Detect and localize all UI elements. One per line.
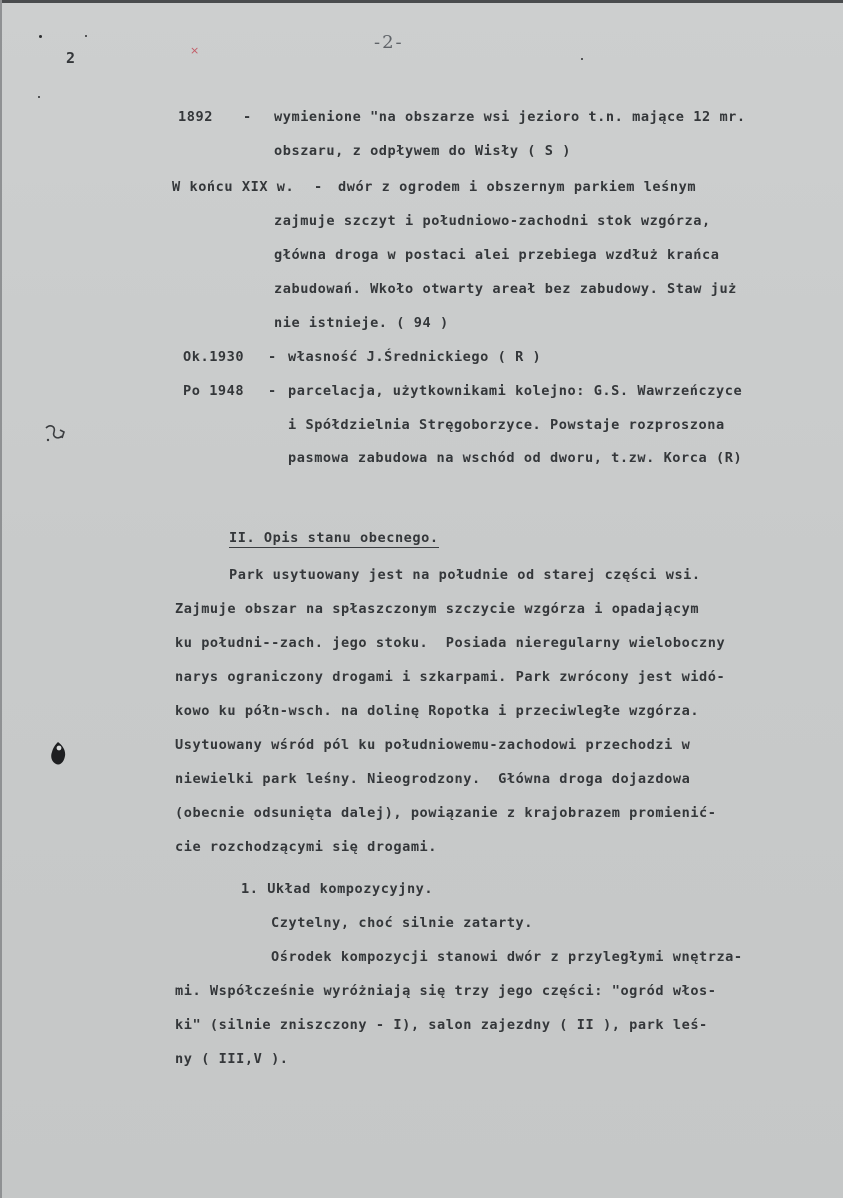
- history-dash: -: [268, 349, 277, 365]
- history-line: parcelacja, użytkownikami kolejno: G.S. Wawrzeńczyce: [288, 383, 743, 399]
- punch-hole-mark-icon: [42, 420, 68, 446]
- ink-blot-icon: [50, 742, 67, 766]
- paragraph-line: niewielki park leśny. Nieogrodzony. Główna droga dojazdowa: [175, 771, 691, 787]
- history-line: i Spółdzielnia Stręgoborzyce. Powstaje rozproszona: [288, 417, 725, 433]
- history-line: dwór z ogrodem i obszernym parkiem leśnym: [338, 179, 697, 195]
- history-date-1948: Po 1948: [183, 383, 245, 399]
- paragraph-line: cie rozchodzącymi się drogami.: [175, 839, 438, 855]
- history-date-1930: Ok.1930: [183, 349, 245, 365]
- history-dash: -: [268, 383, 277, 399]
- history-line: zabudowań. Wkoło otwarty areał bez zabudowy. Staw już: [274, 281, 737, 297]
- paragraph-line: Park usytuowany jest na południe od starej części wsi.: [229, 567, 701, 583]
- subsection-line: ki" (silnie zniszczony - I), salon zajezdny ( II ), park leś-: [175, 1017, 708, 1033]
- paragraph-line: ku południ--zach. jego stoku. Posiada nieregularny wieloboczny: [175, 635, 726, 651]
- speck-mark: [39, 35, 42, 38]
- history-line: pasmowa zabudowa na wschód od dworu, t.zw. Korca (R): [288, 450, 743, 466]
- history-dash: -: [243, 109, 252, 125]
- history-dash: -: [314, 179, 323, 195]
- page-top-edge: [0, 0, 843, 3]
- corner-page-number: 2: [66, 49, 76, 67]
- history-line: obszaru, z odpływem do Wisły ( S ): [274, 143, 571, 159]
- red-pencil-mark: ×: [190, 44, 200, 57]
- subsection-line: Ośrodek kompozycji stanowi dwór z przyległymi wnętrza-: [271, 949, 743, 965]
- subsection-line: ny ( III,V ).: [175, 1051, 289, 1067]
- subsection-line: mi. Współcześnie wyróżniają się trzy jego części: "ogród włos-: [175, 983, 717, 999]
- paragraph-line: narys ograniczony drogami i szkarpami. Park zwrócony jest widó-: [175, 669, 726, 685]
- history-date-end-xix: W końcu XIX w.: [172, 179, 295, 195]
- subsection-line: Czytelny, choć silnie zatarty.: [271, 915, 534, 931]
- page-left-edge: [0, 0, 2, 1198]
- paragraph-line: Zajmuje obszar na spłaszczonym szczycie wzgórza i opadającym: [175, 601, 700, 617]
- speck-mark: [85, 35, 87, 37]
- history-line: własność J.Średnickiego ( R ): [288, 349, 542, 365]
- speck-mark: [38, 96, 40, 98]
- history-line: wymienione "na obszarze wsi jezioro t.n. mające 12 mr.: [274, 109, 746, 125]
- page-number: -2-: [374, 32, 404, 53]
- paragraph-line: (obecnie odsunięta dalej), powiązanie z krajobrazem promienić-: [175, 805, 717, 821]
- paragraph-line: kowo ku półn-wsch. na dolinę Ropotka i przeciwległe wzgórza.: [175, 703, 700, 719]
- paragraph-line: Usytuowany wśród pól ku południowemu-zachodowi przechodzi w: [175, 737, 691, 753]
- section-title: II. Opis stanu obecnego.: [229, 530, 439, 546]
- history-line: nie istnieje. ( 94 ): [274, 315, 449, 331]
- history-line: główna droga w postaci alei przebiega wzdłuż krańca: [274, 247, 720, 263]
- history-line: zajmuje szczyt i południowo-zachodni stok wzgórza,: [274, 213, 711, 229]
- subsection-title: 1. Układ kompozycyjny.: [241, 881, 434, 897]
- speck-mark: [581, 58, 583, 60]
- history-date-1892: 1892: [178, 109, 213, 125]
